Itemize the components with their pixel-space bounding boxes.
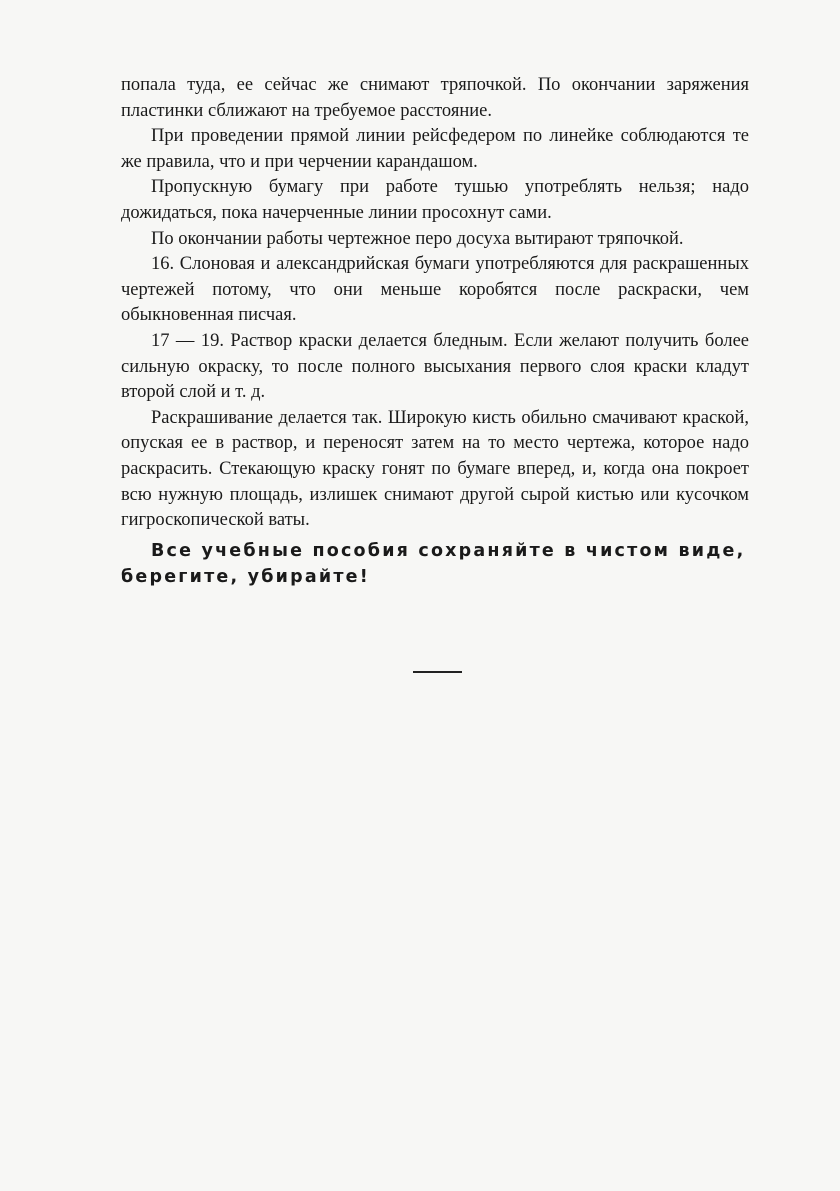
end-divider <box>413 671 462 673</box>
paragraph-coloring: Раскрашивание делается так. Широкую кисть обильно смачивают краской, опуская ее в раствор, и переносят затем на то место чертежа, которое надо раскрасить. Стекающую краску гонят по бумаге вперед, и, когда она покроет всю нужную площадь, излишек снимают другой сырой кистью или кусочком гигроскопической ваты. <box>121 407 749 531</box>
paragraph-item-17-19: 17 — 19. Раствор краски делается бледным. Если желают получить более сильную окраску, то после полного высыхания первого слоя краски кладут второй слой и т. д. <box>121 330 749 403</box>
paragraph-blotting-paper: Пропускную бумагу при работе тушью употреблять нельзя; надо дожидаться, пока начерченные линии просохнут сами. <box>121 177 749 223</box>
paragraph-continuation: попала туда, ее сейчас же снимают тряпочкой. По окончании заряжения пластинки сближают на требуемое расстояние. <box>121 75 749 121</box>
closing-note: Все учебные пособия сохраняйте в чистом виде, берегите, убирайте! <box>121 540 746 587</box>
body-text <box>121 73 749 590</box>
paragraph-pen-cleaning: По окончании работы чертежное перо досуха вытирают тряпочкой. <box>151 228 684 249</box>
paragraph-item-16: 16. Слоновая и александрийская бумаги употребляются для раскрашенных чертежей потому, что они меньше коробятся после раскраски, чем обыкновенная писчая. <box>121 254 749 326</box>
paragraph-ruling-pen: При проведении прямой линии рейсфедером по линейке соблюдаются те же правила, что и при черчении карандашом. <box>121 126 749 172</box>
